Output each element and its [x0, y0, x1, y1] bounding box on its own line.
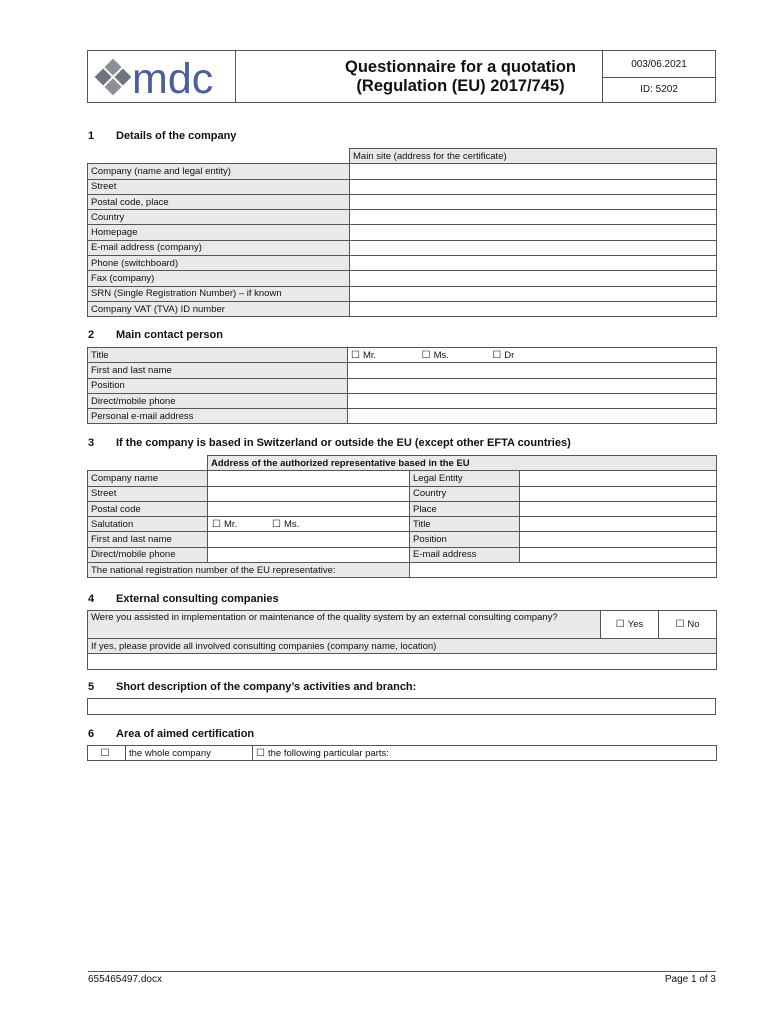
input-field[interactable] — [208, 471, 410, 486]
row-label: Legal Entity — [410, 471, 520, 486]
section-1-heading: 1 Details of the company — [88, 130, 237, 142]
title-line-1: Questionnaire for a quotation — [344, 58, 576, 76]
section-2-table — [87, 347, 717, 424]
input-field[interactable] — [520, 547, 717, 562]
row-label: Street — [88, 486, 208, 501]
row-label: Title — [410, 517, 520, 532]
input-field[interactable] — [350, 194, 717, 209]
document-id: ID: 5202 — [602, 78, 715, 102]
table-row — [88, 547, 717, 562]
table-row — [88, 240, 717, 255]
input-field[interactable] — [520, 486, 717, 501]
particular-parts-option[interactable]: ☐ the following particular parts: — [253, 746, 717, 761]
table-row — [88, 179, 717, 194]
row-label: Country — [410, 486, 520, 501]
table-row — [88, 164, 717, 179]
title-dr-checkbox[interactable]: ☐ Dr — [492, 349, 515, 361]
checkbox-icon: ☐ — [351, 349, 360, 361]
input-field[interactable] — [350, 301, 717, 316]
checkbox-icon: ☐ — [272, 518, 281, 530]
section-5-heading: 5 Short description of the company’s activities and branch: — [88, 681, 417, 693]
input-field[interactable] — [350, 225, 717, 240]
section-6-table — [87, 745, 717, 761]
salutation-checkbox[interactable]: ☐ Mr. — [212, 518, 238, 530]
title-line-2: (Regulation (EU) 2017/745) — [356, 77, 565, 95]
consulting-question: Were you assisted in implementation or maintenance of the quality system by an external consulting company? — [88, 611, 601, 639]
table-row — [88, 301, 717, 316]
row-label: Place — [410, 501, 520, 516]
table-row — [88, 393, 717, 408]
footer-page-number: Page 1 of 3 — [664, 974, 716, 985]
row-label: E-mail address — [410, 547, 520, 562]
table-row — [88, 532, 717, 547]
title-options — [348, 348, 717, 363]
row-label: Position — [88, 378, 348, 393]
input-field[interactable] — [520, 501, 717, 516]
section-5-table — [87, 698, 716, 715]
row-label: First and last name — [88, 363, 348, 378]
input-field[interactable] — [350, 286, 717, 301]
checkbox-icon: ☐ — [212, 518, 221, 530]
row-label: Postal code, place — [88, 194, 350, 209]
section-2-heading: 2 Main contact person — [88, 329, 223, 341]
section-4-heading: 4 External consulting companies — [88, 593, 279, 605]
row-label: Phone (switchboard) — [88, 256, 350, 271]
title-mr-checkbox[interactable]: ☐ Mr. — [351, 349, 377, 361]
table-row — [88, 256, 717, 271]
logo — [88, 51, 236, 102]
mdc-logo-icon — [88, 51, 236, 102]
section-4-table — [87, 610, 717, 670]
section-3-heading: 3 If the company is based in Switzerland or outside the EU (except other EFTA countries) — [88, 437, 571, 449]
section-6-heading: 6 Area of aimed certification — [88, 728, 255, 740]
section-1-table — [87, 148, 717, 317]
input-field[interactable] — [208, 532, 410, 547]
input-field[interactable] — [348, 363, 717, 378]
table-row — [88, 286, 717, 301]
logo-text: mdc — [132, 55, 214, 102]
eu-representative-header: Address of the authorized representative based in the EU — [208, 456, 717, 471]
row-label: Postal code — [88, 501, 208, 516]
row-label: Salutation — [88, 517, 208, 532]
footer-filename: 655465497.docx — [88, 974, 162, 985]
input-field[interactable] — [520, 517, 717, 532]
table-row — [88, 225, 717, 240]
table-row — [88, 271, 717, 286]
row-label: Direct/mobile phone — [88, 393, 348, 408]
title-ms-checkbox[interactable]: ☐ Ms. — [421, 349, 449, 361]
input-field[interactable] — [208, 486, 410, 501]
row-label: Personal e-mail address — [88, 409, 348, 424]
input-field[interactable] — [348, 393, 717, 408]
input-field[interactable] — [208, 501, 410, 516]
table-row — [88, 517, 717, 532]
table-row — [88, 378, 717, 393]
row-label: SRN (Single Registration Number) – if known — [88, 286, 350, 301]
table-row — [88, 210, 717, 225]
row-label: Homepage — [88, 225, 350, 240]
document-date: 003/06.2021 — [602, 51, 715, 78]
input-field[interactable] — [208, 547, 410, 562]
checkbox-icon: ☐ — [675, 619, 685, 630]
row-label: Position — [410, 532, 520, 547]
input-field[interactable] — [350, 164, 717, 179]
row-label: Title — [88, 348, 348, 363]
national-registration-label: The national registration number of the EU representative: — [88, 563, 410, 578]
input-field[interactable] — [520, 471, 717, 486]
row-label: Fax (company) — [88, 271, 350, 286]
row-label: Country — [88, 210, 350, 225]
row-label: Company VAT (TVA) ID number — [88, 301, 350, 316]
input-field[interactable] — [350, 179, 717, 194]
national-registration-field[interactable] — [410, 563, 717, 578]
table-row — [88, 409, 717, 424]
checkbox-icon: ☐ — [615, 619, 625, 630]
checkbox-icon: ☐ — [492, 349, 502, 361]
table-row — [88, 501, 717, 516]
consulting-no-checkbox[interactable]: ☐ No — [659, 611, 717, 639]
whole-company-label: the whole company — [126, 746, 253, 761]
row-label: Direct/mobile phone — [88, 547, 208, 562]
checkbox-icon: ☐ — [100, 747, 110, 759]
row-label: E-mail address (company) — [88, 240, 350, 255]
document-header — [87, 50, 716, 103]
row-label: First and last name — [88, 532, 208, 547]
input-field[interactable] — [348, 378, 717, 393]
salutation-options — [208, 517, 410, 532]
whole-company-checkbox[interactable] — [88, 746, 126, 761]
table-row — [88, 194, 717, 209]
row-label: Company name — [88, 471, 208, 486]
input-field[interactable] — [350, 256, 717, 271]
input-field[interactable] — [520, 532, 717, 547]
row-label: Company (name and legal entity) — [88, 164, 350, 179]
checkbox-icon: ☐ — [256, 747, 265, 759]
input-field[interactable] — [350, 210, 717, 225]
main-site-header: Main site (address for the certificate) — [350, 149, 717, 164]
table-row — [88, 471, 717, 486]
input-field[interactable] — [350, 271, 717, 286]
page-footer — [88, 971, 716, 985]
table-row — [88, 363, 717, 378]
section-3-table — [87, 455, 717, 578]
checkbox-icon: ☐ — [421, 349, 431, 361]
input-field[interactable] — [350, 240, 717, 255]
input-field[interactable] — [348, 409, 717, 424]
consulting-followup: If yes, please provide all involved consulting companies (company name, location) — [88, 639, 717, 654]
consulting-companies-field[interactable] — [88, 654, 717, 669]
row-label: Street — [88, 179, 350, 194]
activities-description-field[interactable] — [88, 699, 716, 715]
consulting-yes-checkbox[interactable]: ☐ Yes — [601, 611, 659, 639]
salutation-checkbox[interactable]: ☐ Ms. — [272, 518, 300, 530]
table-row — [88, 486, 717, 501]
